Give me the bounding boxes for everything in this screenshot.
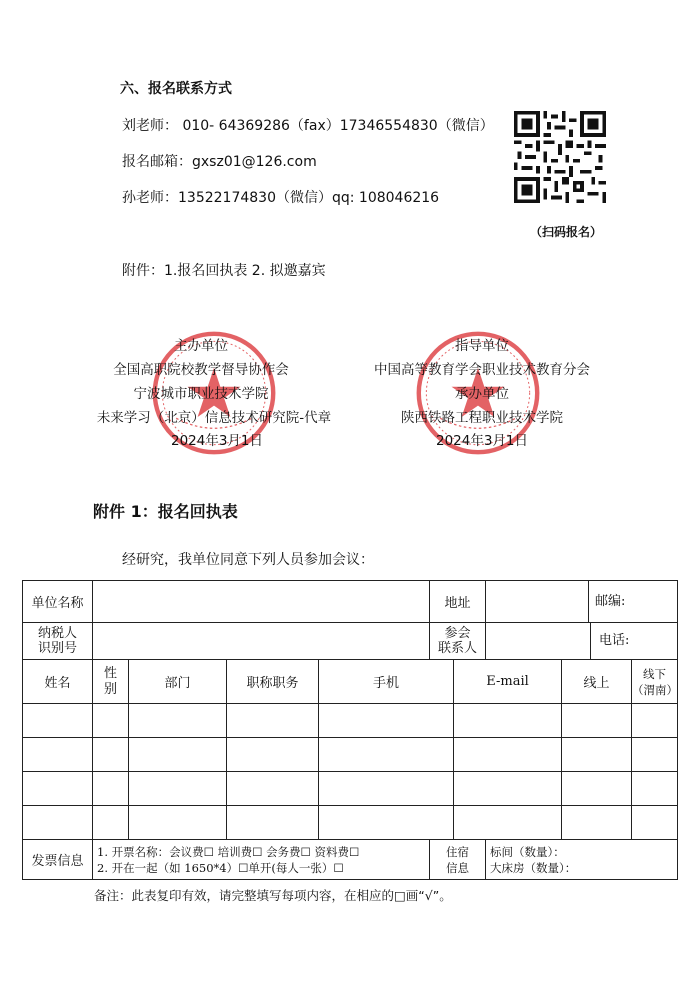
tax-id-field[interactable] xyxy=(93,623,430,660)
cell[interactable] xyxy=(319,806,454,840)
lodging-label-1: 住宿 xyxy=(446,844,470,859)
header-title: 职称职务 xyxy=(227,660,319,704)
contact-person-field[interactable] xyxy=(486,623,678,660)
contact-sun: 孙老师：13522174830（微信）qq: 108046216 xyxy=(122,190,440,206)
lodging-label-2: 信息 xyxy=(446,860,470,875)
contact-person-label xyxy=(430,623,486,660)
attachment-title: 附件 1：报名回执表 xyxy=(93,502,238,521)
cell[interactable] xyxy=(562,738,632,772)
unit-name-label: 单位名称 xyxy=(23,581,93,623)
postcode-field[interactable] xyxy=(589,581,677,622)
cell[interactable] xyxy=(23,806,93,840)
host-org-1: 全国高职院校教学督导协作会 xyxy=(113,362,289,378)
cell[interactable] xyxy=(632,772,678,806)
qr-code[interactable] xyxy=(514,111,606,203)
room-standard[interactable]: 标间（数量）： xyxy=(490,844,565,859)
form-note: 备注：此表复印有效，请完整填写每项内容，在相应的□画“√”。 xyxy=(94,888,452,903)
cell[interactable] xyxy=(562,772,632,806)
cell[interactable] xyxy=(319,704,454,738)
tax-id-label xyxy=(23,623,93,660)
table-row xyxy=(23,738,678,772)
cell[interactable] xyxy=(93,738,129,772)
header-gender-2: 别 xyxy=(103,681,117,697)
contact-liu: 刘老师： 010- 64369286（fax）17346554830（微信） xyxy=(122,118,494,134)
header-offline xyxy=(632,660,678,704)
host-org-3: 未来学习（北京）信息技术研究院-代章 xyxy=(96,410,332,426)
phone-label: 电话: xyxy=(599,633,630,648)
invoice-label: 发票信息 xyxy=(23,840,93,880)
guide-org: 中国高等教育学会职业技术教育分会 xyxy=(374,362,590,378)
cell[interactable] xyxy=(632,806,678,840)
table-row xyxy=(23,806,678,840)
cell[interactable] xyxy=(93,704,129,738)
cell[interactable] xyxy=(23,704,93,738)
cell[interactable] xyxy=(129,738,227,772)
cell[interactable] xyxy=(129,772,227,806)
attachment-intro: 经研究，我单位同意下列人员参加会议： xyxy=(122,552,374,568)
lodging-options[interactable] xyxy=(486,840,678,880)
table-row xyxy=(23,772,678,806)
cell[interactable] xyxy=(454,738,562,772)
header-gender-1: 性 xyxy=(103,665,117,681)
cell[interactable] xyxy=(23,738,93,772)
tax-id-label-2: 识别号 xyxy=(37,641,77,656)
attachments-list: 附件：1.报名回执表 2. 拟邀嘉宾 xyxy=(122,263,326,279)
tax-id-label-1: 纳税人 xyxy=(37,626,77,641)
host-org-2: 宁波城市职业技术学院 xyxy=(133,386,269,402)
cell[interactable] xyxy=(632,704,678,738)
cell[interactable] xyxy=(562,704,632,738)
invoice-line-2[interactable]: 2. 开在一起（如 1650*4）☐单开(每人一张）☐ xyxy=(97,860,344,875)
cell[interactable] xyxy=(319,772,454,806)
phone-field[interactable] xyxy=(591,623,677,659)
cell[interactable] xyxy=(23,772,93,806)
header-offline-2: （渭南） xyxy=(632,682,679,697)
undertaker-org: 陕西铁路工程职业技术学院 xyxy=(401,410,563,426)
cell[interactable] xyxy=(454,704,562,738)
contact-person-label-2: 联系人 xyxy=(438,641,478,656)
qr-caption: （扫码报名） xyxy=(530,225,603,239)
cell[interactable] xyxy=(632,738,678,772)
header-mobile: 手机 xyxy=(319,660,454,704)
contact-person-input[interactable] xyxy=(486,623,591,659)
table-row xyxy=(23,704,678,738)
address-input[interactable] xyxy=(486,581,589,622)
guide-date: 2024年3月1日 xyxy=(435,433,529,449)
contact-person-label-1: 参会 xyxy=(444,626,471,641)
cell[interactable] xyxy=(93,806,129,840)
address-field[interactable] xyxy=(486,581,678,623)
cell[interactable] xyxy=(129,806,227,840)
cell[interactable] xyxy=(129,704,227,738)
guide-role: 指导单位 xyxy=(455,338,509,354)
header-online: 线上 xyxy=(562,660,632,704)
header-name: 姓名 xyxy=(23,660,93,704)
cell[interactable] xyxy=(454,772,562,806)
section-title: 六、报名联系方式 xyxy=(120,81,232,97)
registration-form xyxy=(22,580,678,880)
cell[interactable] xyxy=(454,806,562,840)
header-dept: 部门 xyxy=(129,660,227,704)
cell[interactable] xyxy=(227,738,319,772)
host-date: 2024年3月1日 xyxy=(170,433,264,449)
cell[interactable] xyxy=(319,738,454,772)
header-offline-1: 线下 xyxy=(643,666,667,681)
cell[interactable] xyxy=(227,772,319,806)
cell[interactable] xyxy=(93,772,129,806)
undertaker-role: 承办单位 xyxy=(455,386,509,402)
host-role: 主办单位 xyxy=(174,338,228,354)
unit-name-field[interactable] xyxy=(93,581,430,623)
cell[interactable] xyxy=(562,806,632,840)
cell[interactable] xyxy=(227,704,319,738)
postcode-label: 邮编: xyxy=(595,594,626,609)
room-king[interactable]: 大床房（数量）： xyxy=(490,860,577,875)
lodging-label xyxy=(430,840,486,880)
address-label: 地址 xyxy=(430,581,486,623)
header-gender xyxy=(93,660,129,704)
header-email: E-mail xyxy=(454,660,562,704)
invoice-line-1[interactable]: 1. 开票名称：会议费☐ 培训费☐ 会务费☐ 资料费☐ xyxy=(97,844,360,859)
cell[interactable] xyxy=(227,806,319,840)
registration-email: 报名邮箱：gxsz01@126.com xyxy=(122,154,317,170)
invoice-options[interactable] xyxy=(93,840,430,880)
